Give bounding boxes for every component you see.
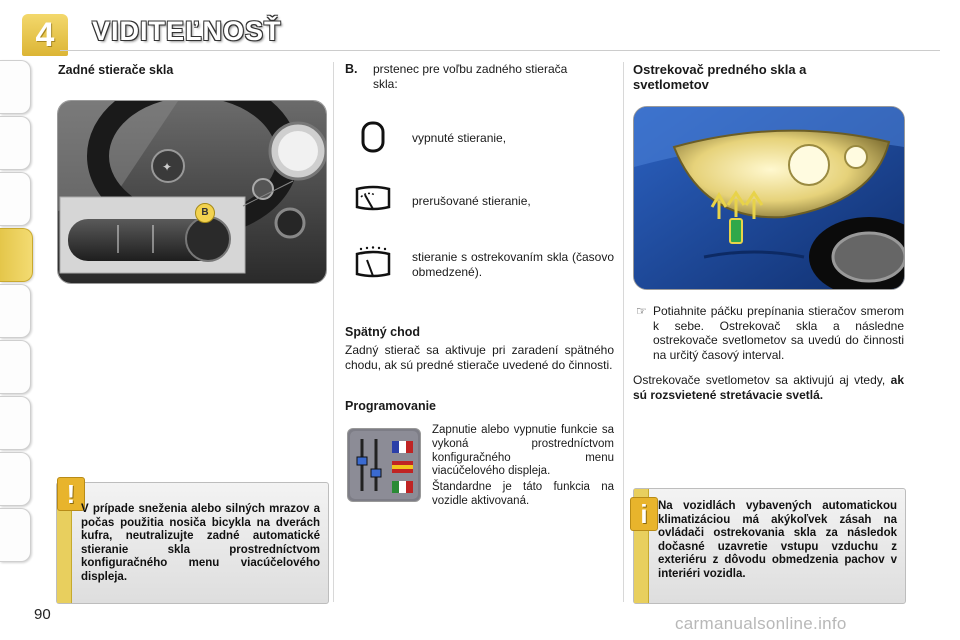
chapter-tab-1[interactable]: [0, 60, 31, 114]
headlight-illustration: [634, 107, 904, 289]
chapter-tab-3[interactable]: [0, 172, 31, 226]
header-divider: [60, 50, 940, 51]
washer-instruction: Potiahnite páčku prepínania stieračov smerom k sebe. Ostrekovač skla a následne ostrekovače svetlometov sa uvedú do činnosti na určitý časový interval.: [653, 304, 904, 362]
chapter-tab-2[interactable]: [0, 116, 31, 170]
rear-wipers-heading: Zadné stierače skla: [58, 63, 174, 77]
info-icon: i: [630, 497, 658, 531]
warning-text: V prípade sneženia alebo silných mrazov a počas použitia nosiča bicykla na dverách kufra, neutralizujte zadné automatické stieranie skla prostredníctvom konfiguračného menu viacúčelového displeja.: [81, 503, 320, 583]
svg-text:✦: ✦: [162, 160, 173, 174]
stalk-photo: [57, 100, 327, 284]
programming-heading: Programovanie: [345, 399, 437, 413]
programming-text-1: Zapnutie alebo vypnutie funkcie sa vykoná prostredníctvom konfiguračného menu viacúčelového displeja.: [432, 424, 614, 478]
reverse-text: Zadný stierač sa aktivuje pri zaradení spätného chodu, ak sú predné stierače uvedené do činnosti.: [345, 343, 614, 372]
page-number: 90: [34, 606, 51, 623]
wiper-off-icon: [356, 120, 390, 154]
steering-stalk-illustration: [58, 101, 326, 283]
reverse-heading: Spätný chod: [345, 325, 421, 339]
wiper-mode-off: vypnuté stieranie,: [412, 131, 507, 145]
chapter-tab-7[interactable]: [0, 396, 31, 450]
bullet-hand-icon: ☞: [636, 304, 647, 318]
washer-heading-line-2: svetlometov: [633, 77, 709, 92]
headlamp-washer-note: [633, 373, 904, 402]
warning-box: [56, 479, 329, 604]
warning-icon: !: [57, 477, 85, 511]
chapter-title: VIDITEĽNOSŤ: [92, 16, 282, 46]
info-box: [633, 488, 906, 604]
wiper-intermittent-icon: [353, 183, 393, 219]
chapter-number: 4: [22, 14, 68, 56]
chapter-tab-strip: [0, 60, 34, 580]
watermark: carmanualsonline.info: [675, 614, 847, 633]
column-divider-1: [333, 62, 334, 602]
chapter-tab-8[interactable]: [0, 452, 31, 506]
headlamp-note-bold: ak sú rozsvietené stretávacie svetlá.: [633, 373, 904, 402]
b-label: B.: [345, 62, 358, 76]
washer-heading-line-1: Ostrekovač predného skla a: [633, 62, 807, 77]
photo-marker-b: B: [195, 203, 215, 223]
chapter-tab-6[interactable]: [0, 340, 31, 394]
display-settings-icon: [347, 428, 421, 502]
headlight-photo: [633, 106, 905, 290]
wiper-washer-icon: [353, 246, 393, 284]
b-description: prstenec pre voľbu zadného stierača skla:: [373, 62, 568, 91]
column-divider-2: [623, 62, 624, 602]
washer-heading: [633, 62, 806, 92]
chapter-tab-9[interactable]: [0, 508, 31, 562]
wiper-mode-intermittent: prerušované stieranie,: [412, 194, 531, 208]
programming-text-2: Štandardne je táto funkcia na vozidle aktivovaná.: [432, 481, 614, 507]
chapter-tab-4-active[interactable]: [0, 228, 33, 282]
chapter-tab-5[interactable]: [0, 284, 31, 338]
headlamp-note-normal: Ostrekovače svetlometov sa aktivujú aj vtedy,: [633, 373, 886, 387]
wiper-mode-washer: stieranie s ostrekovaním skla (časovo obmedzené).: [412, 250, 614, 279]
info-text: Na vozidlách vybavených automatickou klimatizáciou má akýkoľvek zásah na ovládači ostrekovania skla za následok dočasné uzavretie vstupu vzduchu z exteriéru z dôvodu obmedzenia pachov v interiéri vozidla.: [658, 500, 897, 580]
